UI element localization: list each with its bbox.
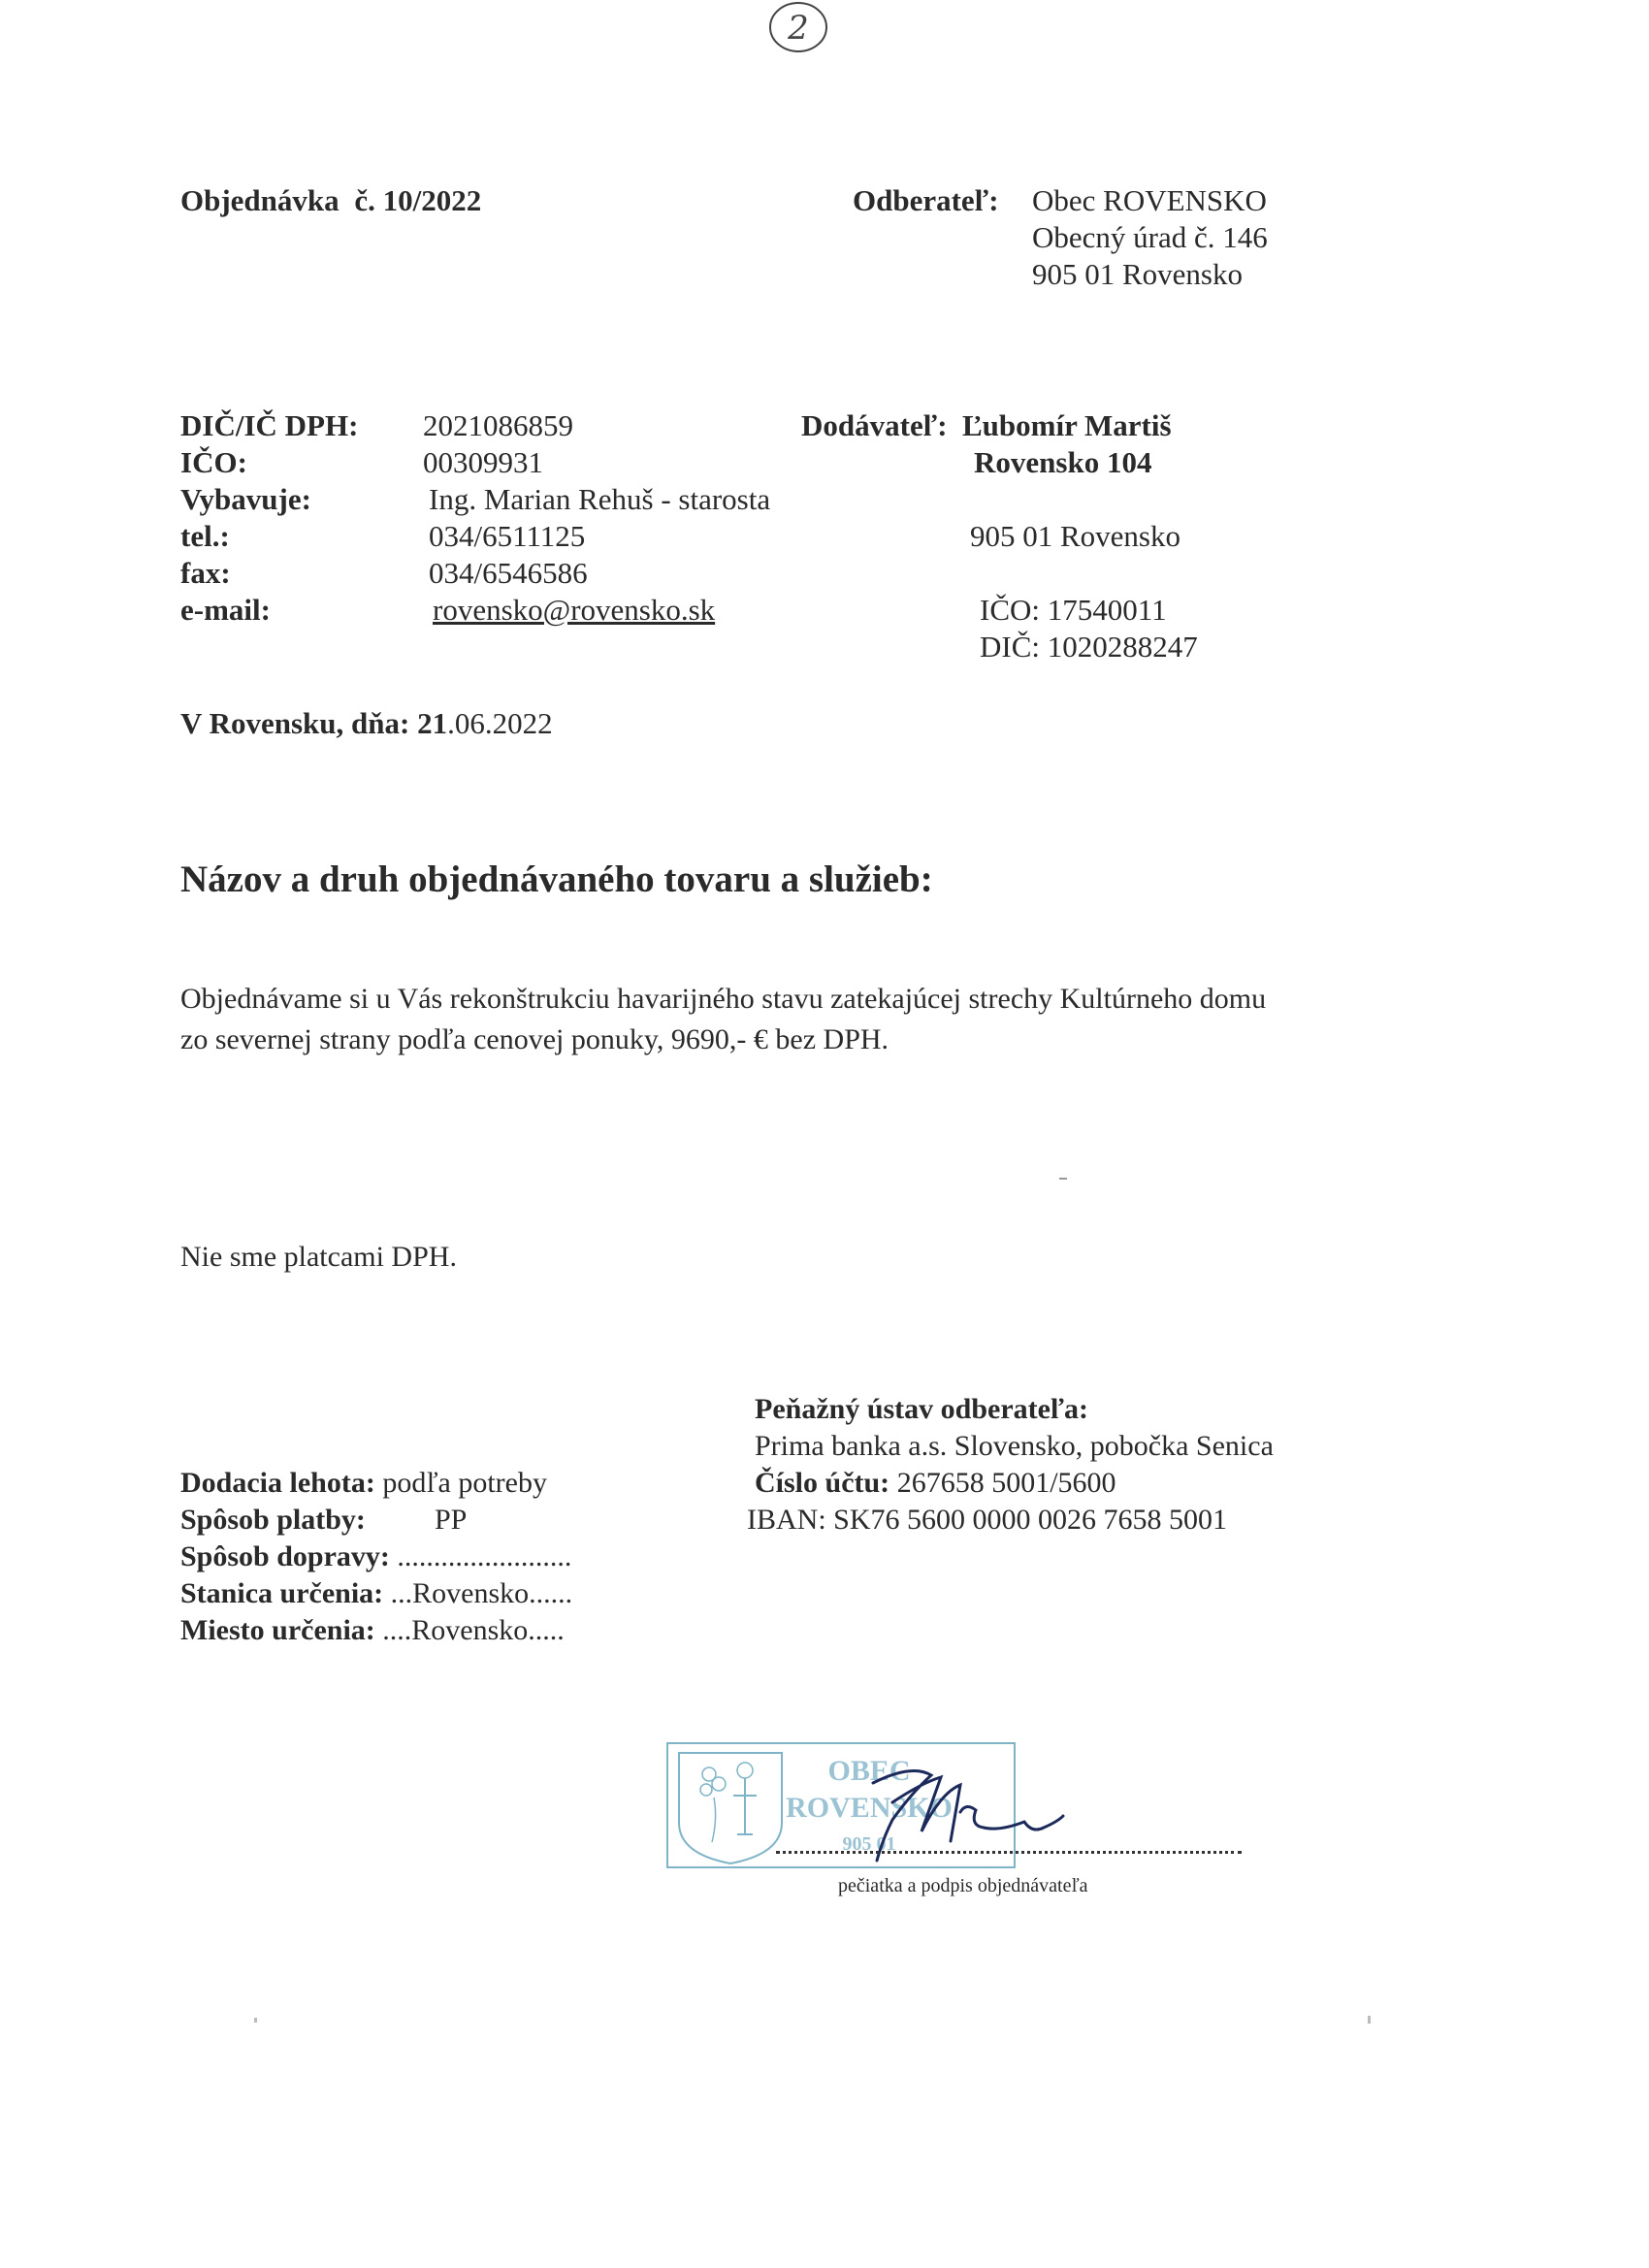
email-link[interactable]: rovensko@rovensko.sk [433, 593, 716, 627]
order-number: č. 10/2022 [354, 183, 482, 217]
email-label: e-mail: [180, 593, 271, 627]
payment-label: Spôsob platby: [180, 1504, 366, 1536]
place-line [180, 1612, 565, 1649]
stamp-line-1: OBEC [827, 1755, 911, 1787]
station-line [180, 1575, 572, 1612]
date-day: 21 [417, 706, 448, 740]
vat-note: Nie sme platcami DPH. [180, 1241, 457, 1273]
handler-label: Vybavuje: [180, 482, 311, 516]
tel-value: 034/6511125 [429, 519, 586, 553]
place-label: Miesto určenia: [180, 1614, 375, 1646]
delivery-term-label: Dodacia lehota: [180, 1467, 375, 1499]
ico-label: IČO: [180, 445, 247, 479]
supplier-name: Ľubomír Martiš [962, 408, 1172, 442]
bank-account-label: Číslo účtu: [755, 1467, 890, 1499]
customer-label: Odberateľ: [853, 183, 999, 217]
goods-line-1: Objednávame si u Vás rekonštrukciu havarijného stavu zatekajúcej strechy Kultúrneho domu [180, 983, 1267, 1015]
delivery-term [180, 1465, 547, 1502]
bank-account [755, 1465, 1116, 1502]
bank-name: Prima banka a.s. Slovensko, pobočka Senica [755, 1430, 1274, 1462]
supplier-label: Dodávateľ: [801, 408, 948, 442]
stamp-line-2: ROVENSKO [786, 1792, 953, 1824]
customer-office: Obecný úrad č. 146 [1032, 220, 1268, 254]
dic-label: DIČ/IČ DPH: [180, 408, 359, 442]
bank-heading: Peňažný ústav odberateľa: [755, 1393, 1089, 1425]
supplier-street: Rovensko 104 [974, 445, 1152, 479]
delivery-term-value: podľa potreby [382, 1467, 547, 1499]
goods-line-2: zo severnej strany podľa cenovej ponuky, 9690,- € bez DPH. [180, 1023, 889, 1055]
order-date [180, 704, 553, 742]
fax-label: fax: [180, 556, 231, 590]
date-label: V Rovensku, dňa: [180, 706, 410, 740]
stamp-line-3: 905 01 [842, 1833, 896, 1855]
coat-of-arms-icon [679, 1753, 782, 1863]
ico-value: 00309931 [423, 445, 543, 479]
dic-value: 2021086859 [423, 408, 573, 442]
goods-heading: Názov a druh objednávaného tovaru a služieb: [180, 859, 933, 900]
customer-name: Obec ROVENSKO [1032, 183, 1267, 217]
order-label: Objednávka [180, 183, 340, 217]
supplier-ico: IČO: 17540011 [980, 593, 1167, 627]
bank-account-value: 267658 5001/5600 [896, 1467, 1116, 1499]
fax-value: 034/6546586 [429, 556, 588, 590]
date-rest: .06.2022 [447, 706, 553, 740]
scan-speck [1368, 2016, 1371, 2024]
customer-city: 905 01 Rovensko [1032, 257, 1243, 291]
bank-iban: IBAN: SK76 5600 0000 0026 7658 5001 [747, 1504, 1228, 1536]
scan-speck [254, 2018, 257, 2023]
page-mark-number: 2 [788, 9, 809, 48]
payment-value: PP [435, 1504, 468, 1536]
order-title [180, 181, 481, 219]
place-value: ....Rovensko..... [382, 1614, 565, 1646]
stray-mark [1059, 1176, 1067, 1182]
tel-label: tel.: [180, 519, 230, 553]
transport-value: ........................ [397, 1540, 572, 1572]
signature-line [776, 1851, 1242, 1854]
transport-line [180, 1539, 571, 1575]
signature-graphic [854, 1764, 1096, 1870]
station-label: Stanica určenia: [180, 1577, 384, 1609]
station-value: ...Rovensko...... [390, 1577, 573, 1609]
signature-caption: pečiatka a podpis objednávateľa [838, 1875, 1088, 1896]
supplier-city: 905 01 Rovensko [970, 519, 1180, 553]
transport-label: Spôsob dopravy: [180, 1540, 390, 1572]
circled-page-number [766, 0, 830, 56]
supplier-dic: DIČ: 1020288247 [980, 630, 1198, 664]
handler-value: Ing. Marian Rehuš - starosta [429, 482, 771, 516]
